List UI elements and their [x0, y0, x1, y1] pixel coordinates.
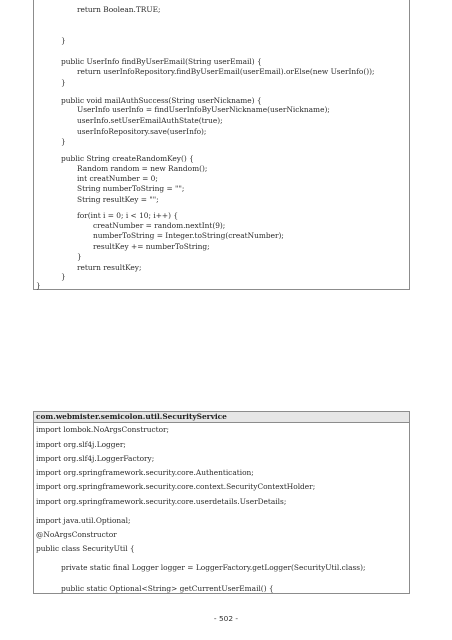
code-line: public String createRandomKey() { — [61, 154, 194, 163]
code-line: import lombok.NoArgsConstructor; — [36, 425, 170, 434]
code-line: public UserInfo findByUserEmail(String userEmail) { — [61, 57, 262, 66]
code-block-header: com.webmister.semicolon.util.SecurityService — [34, 412, 409, 423]
code-line: userInfo.setUserEmailAuthState(true); — [77, 116, 223, 125]
code-line: creatNumber = random.nextInt(9); — [93, 221, 226, 230]
code-line: resultKey += numberToString; — [93, 242, 210, 251]
code-line: userInfoRepository.save(userInfo); — [77, 127, 207, 136]
code-block-2 — [33, 411, 410, 594]
code-line: } — [61, 137, 66, 146]
code-line: public void mailAuthSuccess(String userNickname) { — [61, 96, 262, 105]
page-number: - 502 - — [213, 614, 239, 623]
code-line: for(int i = 0; i < 10; i++) { — [77, 211, 179, 220]
code-line: import org.slf4j.Logger; — [36, 440, 126, 449]
code-line: } — [61, 272, 66, 281]
code-line: Random random = new Random(); — [77, 164, 208, 173]
code-line: String numberToString = ""; — [77, 184, 185, 193]
code-line: @NoArgsConstructor — [36, 530, 117, 539]
code-line: import java.util.Optional; — [36, 516, 131, 525]
code-line: import org.springframework.security.core.userdetails.UserDetails; — [36, 497, 287, 506]
code-block-1 — [33, 0, 410, 290]
code-line: import org.springframework.security.core.Authentication; — [36, 468, 254, 477]
code-line: import org.slf4j.LoggerFactory; — [36, 454, 155, 463]
code-line: } — [61, 36, 66, 45]
code-line: import org.springframework.security.core.context.SecurityContextHolder; — [36, 482, 316, 491]
code-line: public class SecurityUtil { — [36, 544, 135, 553]
code-line: } — [36, 281, 41, 290]
code-line: private static final Logger logger = LoggerFactory.getLogger(SecurityUtil.class); — [61, 563, 366, 572]
code-line: int creatNumber = 0; — [77, 174, 158, 183]
code-line: } — [61, 78, 66, 87]
code-line: numberToString = Integer.toString(creatNumber); — [93, 231, 284, 240]
code-line: return userInfoRepository.findByUserEmail(userEmail).orElse(new UserInfo()); — [77, 67, 375, 76]
code-line: public static Optional<String> getCurrentUserEmail() { — [61, 584, 274, 593]
code-line: String resultKey = ""; — [77, 195, 159, 204]
code-line: return resultKey; — [77, 263, 142, 272]
code-line: } — [77, 252, 82, 261]
code-line: UserInfo userInfo = findUserInfoByUserNickname(userNickname); — [77, 105, 330, 114]
code-line: return Boolean.TRUE; — [77, 5, 161, 14]
